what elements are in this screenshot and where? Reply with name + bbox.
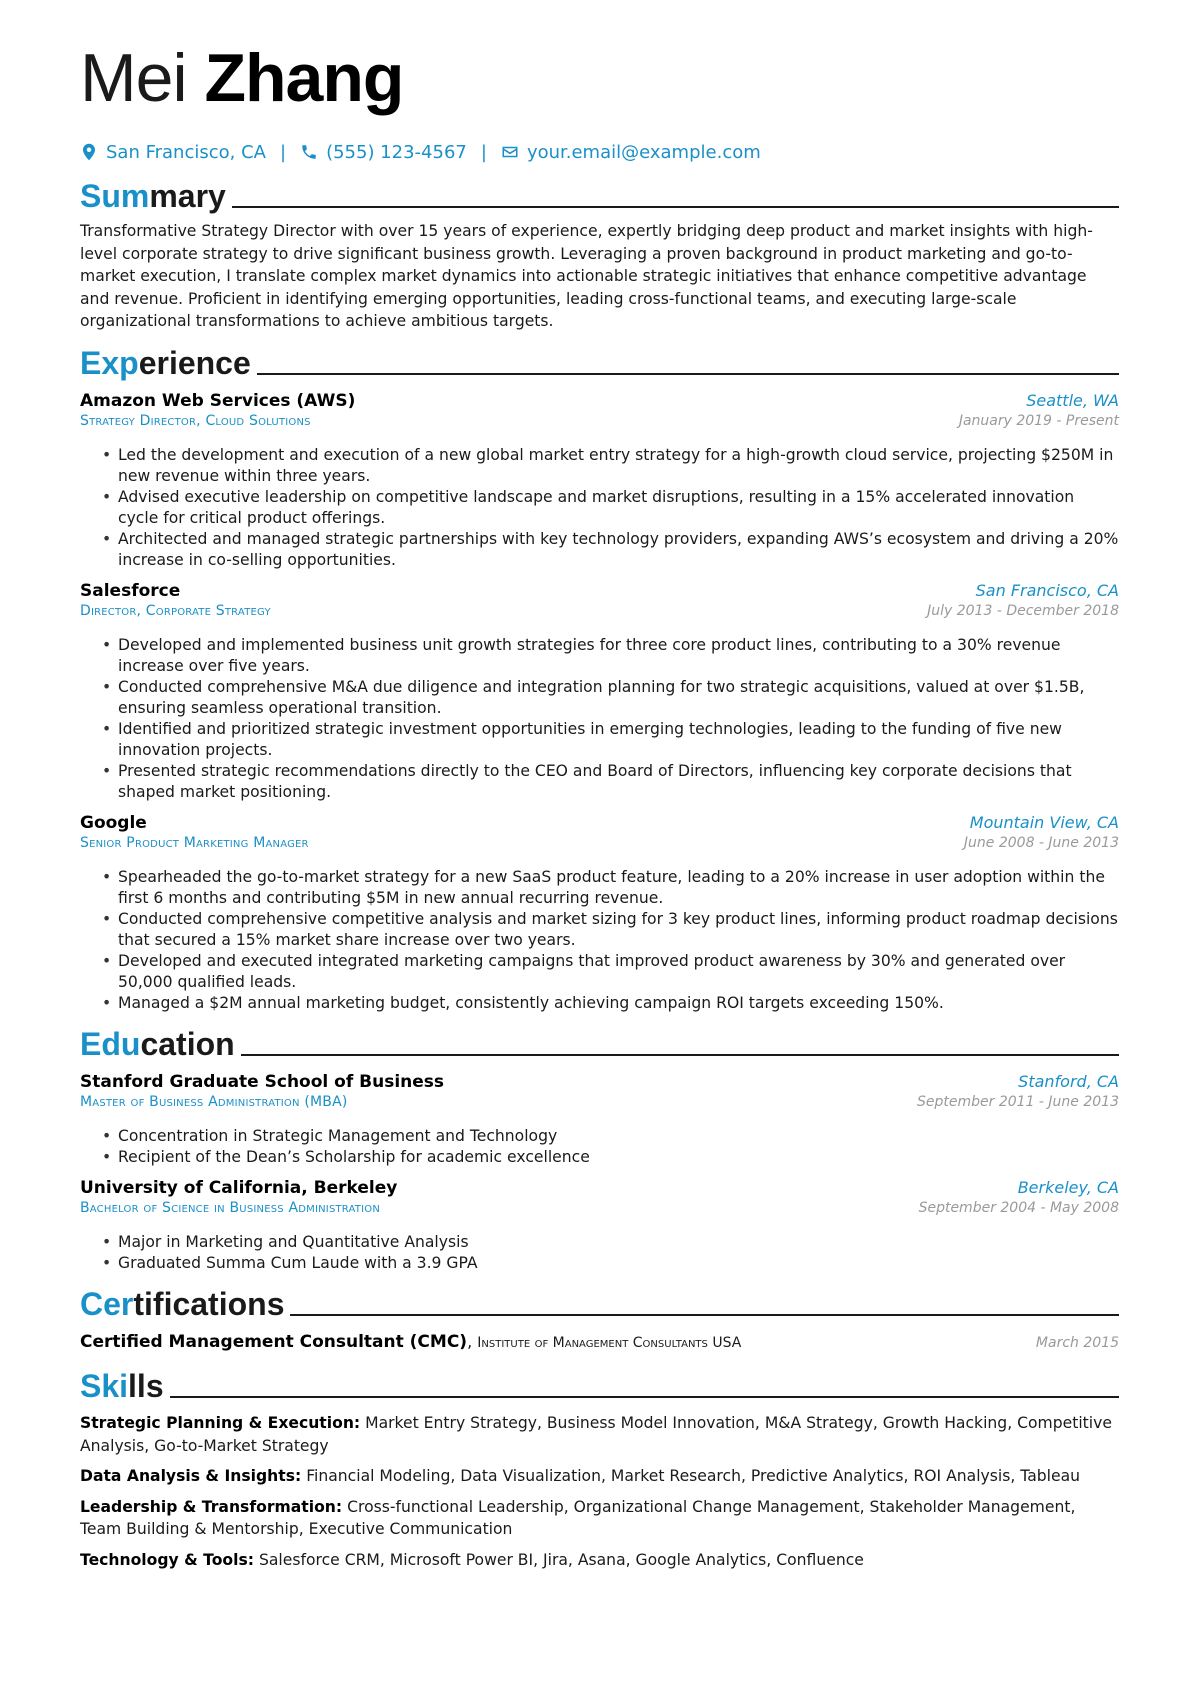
bullet-list [80, 1232, 1119, 1274]
experience-entry [80, 391, 1119, 571]
title-rest: mary [149, 178, 226, 214]
skill-list: Salesforce CRM, Microsoft Power BI, Jira, Asana, Google Analytics, Confluence [258, 1550, 864, 1569]
section-heading-summary [80, 176, 1119, 214]
education-entry [80, 1072, 1119, 1168]
study-dates: September 2004 - May 2008 [918, 1199, 1119, 1216]
bullet-item: • Developed and executed integrated marketing campaigns that improved product awareness by 30% and generated over 50,000 qualified leads. [118, 951, 1119, 993]
summary-text: Transformative Strategy Director with over 15 years of experience, expertly bridging deep product and market insights with high-level corporate strategy to drive significant business growth. Leveraging a proven background in product marketing and go-to-market execution, I translate complex market dynamics into actionable strategic initiatives that enhance competitive advantage and revenue. Proficient in identifying emerging opportunities, leading cross-functional teams, and executing large-scale organizational transformations to achieve ambitious targets. [80, 222, 1093, 331]
skill-list: Cross-functional Leadership, Organizational Change Management, Stakeholder Management, Team Building & Mentorship, Executive Communication [80, 1497, 1076, 1539]
bullet-item: • Spearheaded the go-to-market strategy for a new SaaS product feature, leading to a 20% increase in user adoption within the first 6 months and contributing $5M in new annual recurring revenue. [118, 867, 1119, 909]
email-link[interactable]: your.email@example.com [526, 141, 761, 163]
skill-row [80, 1465, 1119, 1488]
school-name: University of California, Berkeley [80, 1177, 398, 1198]
job-dates: June 2008 - June 2013 [963, 834, 1119, 851]
certification-name: Certified Management Consultant (CMC) [80, 1331, 468, 1352]
degree-title: Bachelor of Science in Business Administration [80, 1199, 381, 1216]
skill-category: Data Analysis & Insights: [80, 1467, 302, 1486]
employer-location: Mountain View, CA [969, 812, 1119, 832]
employer-name: Google [80, 812, 147, 833]
experience-entry [80, 581, 1119, 803]
degree-title: Master of Business Administration (MBA) [80, 1093, 348, 1110]
section-heading-certifications [80, 1284, 1119, 1322]
job-dates: January 2019 - Present [958, 412, 1119, 429]
phone-text: (555) 123-4567 [326, 141, 467, 163]
certification-institution: Institute of Management Consultants USA [477, 1334, 742, 1351]
skill-row [80, 1496, 1119, 1541]
skill-row [80, 1549, 1119, 1572]
contact-line [80, 138, 1119, 166]
title-accent: Ski [80, 1367, 129, 1404]
title-accent: Exp [80, 344, 139, 381]
title-rest: erience [138, 344, 251, 381]
job-title: Strategy Director, Cloud Solutions [80, 412, 311, 429]
bullet-item: • Concentration in Strategic Management and Technology [118, 1126, 1119, 1147]
job-dates: July 2013 - December 2018 [927, 602, 1119, 619]
bullet-item: • Major in Marketing and Quantitative Analysis [118, 1232, 1119, 1253]
title-accent: Sum [80, 178, 150, 214]
bullet-item: • Conducted comprehensive competitive analysis and market sizing for 3 key product lines, informing product roadmap decisions that secured a 15% market share increase over two years. [118, 909, 1119, 951]
section-title [80, 1368, 164, 1404]
title-accent: Cer [80, 1285, 134, 1322]
bullet-item: • Developed and implemented business unit growth strategies for three core product lines, contributing to a 30% revenue increase over five years. [118, 635, 1119, 677]
experience-entry [80, 813, 1119, 1014]
candidate-name [80, 38, 1119, 118]
title-rest: lls [128, 1367, 164, 1404]
job-title: Senior Product Marketing Manager [80, 834, 309, 851]
bullet-item: • Conducted comprehensive M&A due diligence and integration planning for two strategic acquisitions, valued at over $1.5B, ensuring seamless operational transition. [118, 677, 1119, 719]
bullet-item: • Led the development and execution of a new global market entry strategy for a high-growth cloud service, projecting $250M in new revenue within three years. [118, 445, 1119, 487]
skill-category: Strategic Planning & Execution: [80, 1413, 361, 1432]
section-title [80, 1286, 284, 1322]
skill-list: Financial Modeling, Data Visualization, Market Research, Predictive Analytics, ROI Analysis, Tableau [306, 1467, 1081, 1486]
bullet-list [80, 445, 1119, 571]
contact-separator: | [480, 141, 487, 163]
school-location: Berkeley, CA [1017, 1177, 1119, 1197]
certification-date: March 2015 [1035, 1334, 1119, 1351]
phone-icon [300, 143, 318, 161]
location-text: San Francisco, CA [106, 141, 266, 163]
contact-location [80, 142, 266, 163]
skill-category: Leadership & Transformation: [80, 1497, 343, 1516]
skill-list: Market Entry Strategy, Business Model Innovation, M&A Strategy, Growth Hacking, Competitive Analysis, Go-to-Market Strategy [80, 1413, 1112, 1455]
bullet-item: • Architected and managed strategic partnerships with key technology providers, expanding AWS’s ecosystem and driving a 20% increase in co-selling opportunities. [118, 529, 1119, 571]
study-dates: September 2011 - June 2013 [917, 1093, 1119, 1110]
employer-location: San Francisco, CA [975, 580, 1119, 600]
bullet-item: • Advised executive leadership on competitive landscape and market disruptions, resulting in a 15% accelerated innovation cycle for critical product offerings. [118, 487, 1119, 529]
section-title [80, 1026, 235, 1062]
section-heading-education [80, 1024, 1119, 1062]
section-title [80, 178, 226, 214]
section-rule [170, 1396, 1119, 1398]
section-title [80, 345, 251, 381]
education-entry [80, 1178, 1119, 1274]
contact-email[interactable] [501, 142, 761, 163]
title-rest: cation [140, 1025, 235, 1062]
section-rule [232, 206, 1119, 208]
bullet-item: • Presented strategic recommendations directly to the CEO and Board of Directors, influencing key corporate decisions that shaped market positioning. [118, 761, 1119, 803]
envelope-icon [501, 143, 519, 161]
employer-location: Seattle, WA [1026, 390, 1119, 410]
school-name: Stanford Graduate School of Business [80, 1071, 445, 1092]
school-location: Stanford, CA [1018, 1071, 1119, 1091]
section-heading-skills [80, 1366, 1119, 1404]
employer-name: Amazon Web Services (AWS) [80, 390, 356, 411]
section-heading-experience [80, 343, 1119, 381]
contact-separator: | [279, 141, 287, 163]
title-rest: tifications [133, 1285, 285, 1322]
section-rule [241, 1054, 1119, 1056]
bullet-list [80, 1126, 1119, 1168]
bullet-item: • Recipient of the Dean’s Scholarship for academic excellence [118, 1147, 1119, 1168]
section-rule [257, 373, 1119, 375]
bullet-list [80, 867, 1119, 1014]
certification-item [80, 1332, 1119, 1356]
bullet-item: • Identified and prioritized strategic investment opportunities in emerging technologies, leading to the funding of five new innovation projects. [118, 719, 1119, 761]
section-rule [290, 1314, 1119, 1316]
bullet-item: • Graduated Summa Cum Laude with a 3.9 GPA [118, 1253, 1119, 1274]
employer-name: Salesforce [80, 580, 181, 601]
first-name: Mei [80, 40, 187, 116]
job-title: Director, Corporate Strategy [80, 602, 271, 619]
bullet-item: • Managed a $2M annual marketing budget, consistently achieving campaign ROI targets exceeding 150%. [118, 993, 1119, 1014]
certification-comma: , [467, 1331, 473, 1351]
title-accent: Edu [80, 1025, 141, 1062]
map-pin-icon [80, 143, 98, 161]
bullet-list [80, 635, 1119, 803]
skill-row [80, 1412, 1119, 1457]
contact-phone[interactable] [300, 142, 467, 163]
last-name: Zhang [204, 40, 404, 116]
skill-category: Technology & Tools: [80, 1550, 254, 1569]
